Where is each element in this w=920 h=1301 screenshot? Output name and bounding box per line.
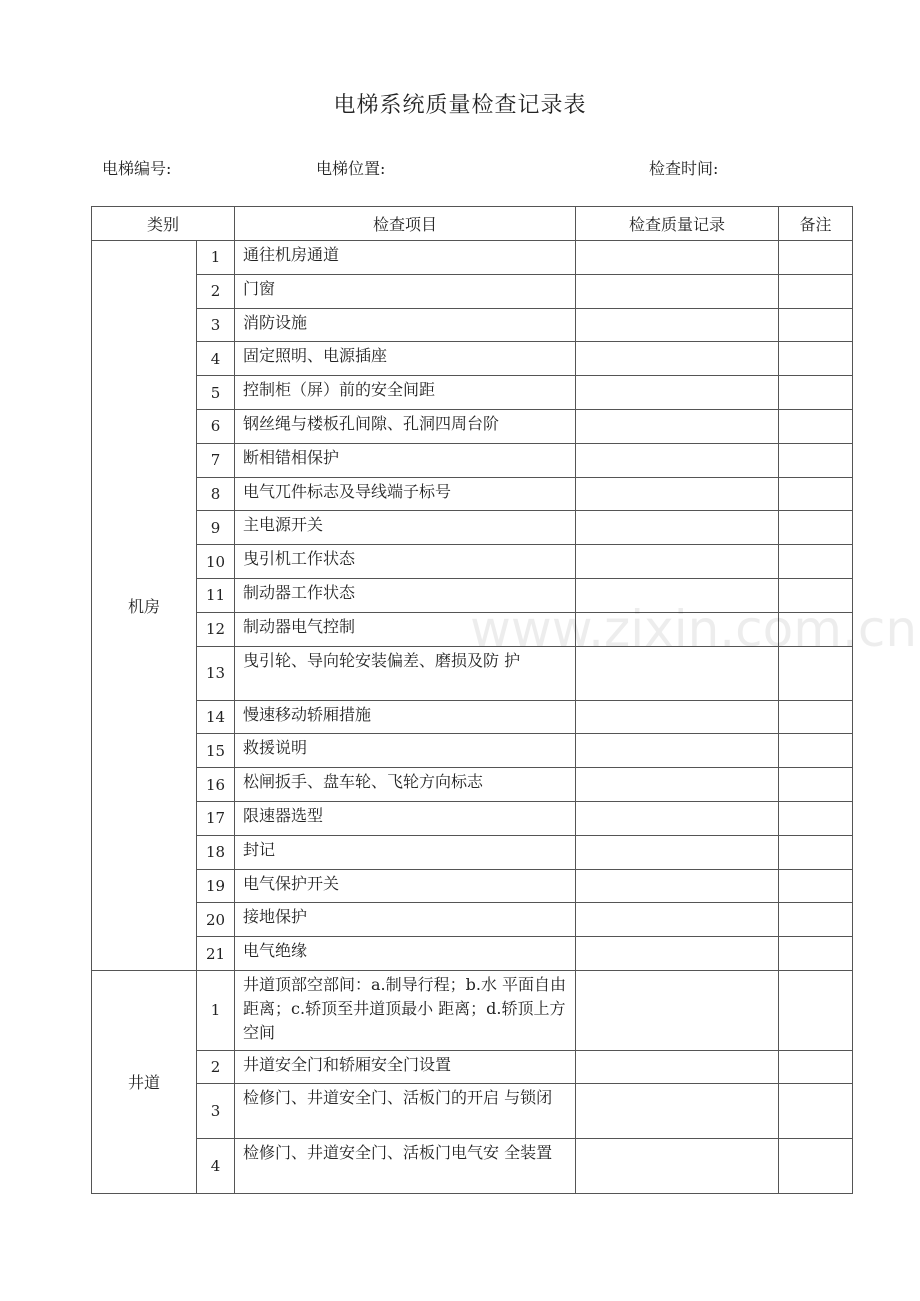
check-item: 制动器工作状态 (235, 578, 576, 612)
remark-cell[interactable] (779, 308, 853, 342)
remark-cell[interactable] (779, 1050, 853, 1083)
check-item: 消防设施 (235, 308, 576, 342)
table-row (92, 477, 853, 511)
table-row (92, 1138, 853, 1193)
remark-cell[interactable] (779, 1083, 853, 1138)
row-number: 10 (197, 545, 235, 579)
check-item: 曳引机工作状态 (235, 545, 576, 579)
table-row (92, 342, 853, 376)
table-row (92, 376, 853, 410)
check-item: 制动器电气控制 (235, 612, 576, 646)
table-row (92, 1050, 853, 1083)
table-row (92, 801, 853, 835)
remark-cell[interactable] (779, 937, 853, 971)
elevator-location-label: 电梯位置: (316, 159, 386, 178)
row-number: 4 (197, 1138, 235, 1193)
table-row (92, 646, 853, 700)
remark-cell[interactable] (779, 342, 853, 376)
remark-cell[interactable] (779, 511, 853, 545)
check-item: 固定照明、电源插座 (235, 342, 576, 376)
record-cell[interactable] (576, 903, 779, 937)
page-title: 电梯系统质量检查记录表 (333, 93, 587, 118)
row-number: 21 (197, 937, 235, 971)
header-category: 类别 (92, 207, 235, 241)
table-row (92, 612, 853, 646)
check-item: 封记 (235, 835, 576, 869)
table-row (92, 443, 853, 477)
row-number: 1 (197, 241, 235, 275)
check-item: 断相错相保护 (235, 443, 576, 477)
table-row (92, 545, 853, 579)
table-row (92, 308, 853, 342)
record-cell[interactable] (576, 308, 779, 342)
record-cell[interactable] (576, 578, 779, 612)
record-cell[interactable] (576, 937, 779, 971)
check-item: 松闸扳手、盘车轮、飞轮方向标志 (235, 768, 576, 802)
row-number: 8 (197, 477, 235, 511)
check-item: 电气保护开关 (235, 869, 576, 903)
check-item: 井道安全门和轿厢安全门设置 (235, 1050, 576, 1083)
check-item: 主电源开关 (235, 511, 576, 545)
row-number: 20 (197, 903, 235, 937)
remark-cell[interactable] (779, 376, 853, 410)
remark-cell[interactable] (779, 612, 853, 646)
row-number: 1 (197, 970, 235, 1050)
remark-cell[interactable] (779, 700, 853, 734)
row-number: 9 (197, 511, 235, 545)
table-row (92, 869, 853, 903)
check-item: 钢丝绳与楼板孔间隙、孔洞四周台阶 (235, 409, 576, 443)
remark-cell[interactable] (779, 443, 853, 477)
record-cell[interactable] (576, 612, 779, 646)
row-number: 15 (197, 734, 235, 768)
check-item: 限速器选型 (235, 801, 576, 835)
remark-cell[interactable] (779, 869, 853, 903)
table-row (92, 700, 853, 734)
remark-cell[interactable] (779, 241, 853, 275)
remark-cell[interactable] (779, 477, 853, 511)
remark-cell[interactable] (779, 768, 853, 802)
check-item: 慢速移动轿厢措施 (235, 700, 576, 734)
record-cell[interactable] (576, 835, 779, 869)
record-cell[interactable] (576, 409, 779, 443)
row-number: 2 (197, 1050, 235, 1083)
record-cell[interactable] (576, 274, 779, 308)
row-number: 17 (197, 801, 235, 835)
table-row (92, 274, 853, 308)
row-number: 4 (197, 342, 235, 376)
remark-cell[interactable] (779, 646, 853, 700)
row-number: 6 (197, 409, 235, 443)
record-cell[interactable] (576, 700, 779, 734)
row-number: 16 (197, 768, 235, 802)
record-cell[interactable] (576, 1050, 779, 1083)
record-cell[interactable] (576, 734, 779, 768)
header-record: 检查质量记录 (576, 207, 779, 241)
table-row (92, 937, 853, 971)
record-cell[interactable] (576, 768, 779, 802)
row-number: 18 (197, 835, 235, 869)
table-row (92, 835, 853, 869)
table-row (92, 734, 853, 768)
check-item: 检修门、井道安全门、活板门的开启 与锁闭 (235, 1083, 576, 1138)
table-row (92, 578, 853, 612)
category-cell: 机房 (92, 241, 197, 971)
table-header-row (92, 207, 853, 241)
record-cell[interactable] (576, 801, 779, 835)
remark-cell[interactable] (779, 409, 853, 443)
record-cell[interactable] (576, 1083, 779, 1138)
record-cell[interactable] (576, 511, 779, 545)
remark-cell[interactable] (779, 1138, 853, 1193)
check-item: 接地保护 (235, 903, 576, 937)
row-number: 12 (197, 612, 235, 646)
header-remark: 备注 (779, 207, 853, 241)
check-item: 门窗 (235, 274, 576, 308)
check-item: 电气绝缘 (235, 937, 576, 971)
table-row (92, 768, 853, 802)
remark-cell[interactable] (779, 970, 853, 1050)
table-row (92, 903, 853, 937)
table-row (92, 241, 853, 275)
remark-cell[interactable] (779, 274, 853, 308)
record-cell[interactable] (576, 376, 779, 410)
row-number: 2 (197, 274, 235, 308)
check-item: 曳引轮、导向轮安装偏差、磨损及防 护 (235, 646, 576, 700)
watermark: www.zixin.com.cn (470, 600, 918, 658)
record-cell[interactable] (576, 970, 779, 1050)
row-number: 14 (197, 700, 235, 734)
table-row (92, 1083, 853, 1138)
record-cell[interactable] (576, 545, 779, 579)
check-item: 救援说明 (235, 734, 576, 768)
record-cell[interactable] (576, 342, 779, 376)
remark-cell[interactable] (779, 801, 853, 835)
row-number: 5 (197, 376, 235, 410)
check-item: 控制柜（屏）前的安全间距 (235, 376, 576, 410)
record-cell[interactable] (576, 241, 779, 275)
remark-cell[interactable] (779, 545, 853, 579)
table-row (92, 511, 853, 545)
row-number: 19 (197, 869, 235, 903)
elevator-number-label: 电梯编号: (102, 159, 172, 178)
table-row (92, 970, 853, 1050)
check-item: 井道顶部空部间：a.制导行程；b.水 平面自由距离；c.轿顶至井道顶最小 距离；d.轿顶上方空间 (235, 970, 576, 1050)
row-number: 13 (197, 646, 235, 700)
check-item: 通往机房通道 (235, 241, 576, 275)
header-item: 检查项目 (235, 207, 576, 241)
record-cell[interactable] (576, 869, 779, 903)
record-cell[interactable] (576, 1138, 779, 1193)
check-item: 电气兀件标志及导线端子标号 (235, 477, 576, 511)
record-cell[interactable] (576, 646, 779, 700)
remark-cell[interactable] (779, 578, 853, 612)
check-time-label: 检查时间: (649, 159, 719, 178)
check-item: 检修门、井道安全门、活板门电气安 全装置 (235, 1138, 576, 1193)
remark-cell[interactable] (779, 903, 853, 937)
row-number: 7 (197, 443, 235, 477)
inspection-table (91, 206, 853, 1194)
record-cell[interactable] (576, 477, 779, 511)
row-number: 3 (197, 1083, 235, 1138)
row-number: 3 (197, 308, 235, 342)
row-number: 11 (197, 578, 235, 612)
table-row (92, 409, 853, 443)
remark-cell[interactable] (779, 835, 853, 869)
record-cell[interactable] (576, 443, 779, 477)
remark-cell[interactable] (779, 734, 853, 768)
category-cell: 井道 (92, 970, 197, 1193)
